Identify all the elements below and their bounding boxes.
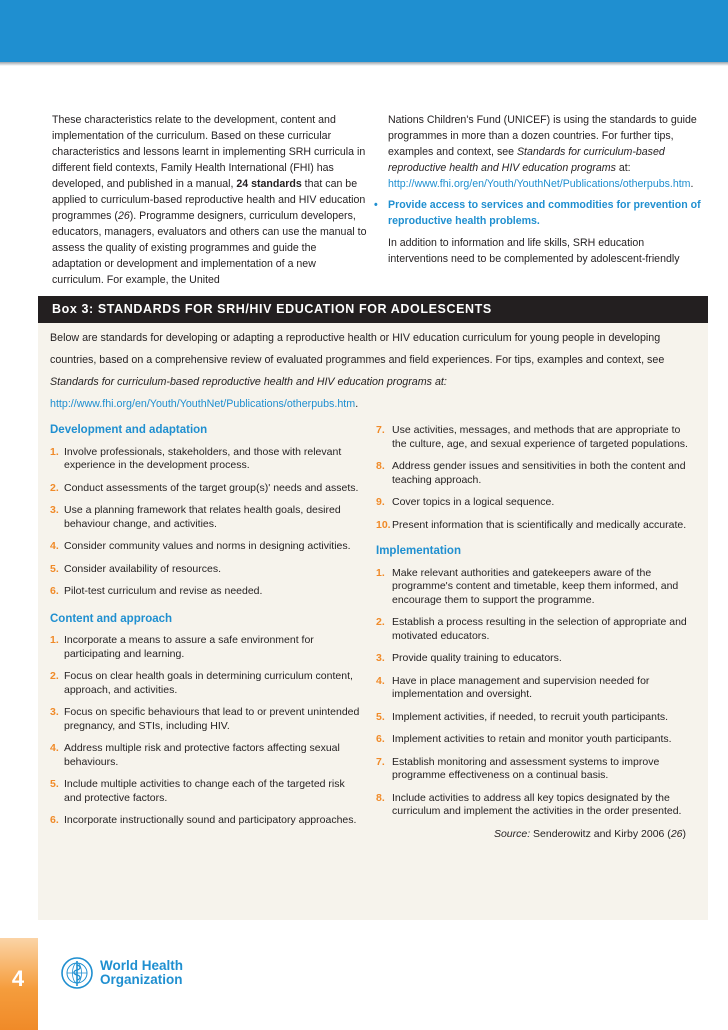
source-close: ) [682, 827, 686, 840]
list-item [376, 519, 696, 533]
list-item [376, 424, 696, 451]
list-item [376, 616, 696, 643]
logo-line-1: World Health [100, 958, 184, 973]
item-text: Provide quality training to educators. [392, 652, 562, 664]
item-text: Pilot-test curriculum and revise as needed. [64, 585, 263, 597]
list-item [376, 496, 696, 510]
item-number: 2. [50, 670, 59, 682]
intro-right-paragraph-2: In addition to information and life skills, SRH education interventions need to be complemented by adolescent-friendly [388, 237, 680, 265]
list-item [376, 460, 696, 487]
intro-right-at: at: [615, 162, 631, 174]
logo-line-2: Organization [100, 972, 183, 987]
access-bullet [374, 197, 706, 229]
item-text: Incorporate instructionally sound and participatory approaches. [64, 814, 357, 826]
box-source [376, 828, 696, 842]
intro-left-text-2: that can be applied to curriculum-based reproductive health and HIV education programmes ( [52, 178, 366, 222]
item-number: 5. [376, 710, 385, 723]
list-item [50, 706, 362, 733]
item-text: Implement activities, if needed, to recruit youth participants. [392, 710, 669, 723]
intro-text-section [52, 112, 706, 286]
item-number: 3. [50, 504, 59, 516]
standards-count: 24 standards [236, 178, 302, 190]
item-text: Consider availability of resources. [64, 562, 221, 575]
item-number: 1. [50, 445, 59, 458]
item-number: 7. [376, 424, 385, 436]
section-heading-content: Content and approach [50, 612, 173, 625]
page-number: 4 [11, 966, 25, 991]
item-number: 1. [376, 566, 385, 579]
item-number: 4. [376, 674, 385, 687]
list-item [376, 711, 696, 725]
list-item [50, 778, 362, 805]
item-text: Consider community values and norms in designing activities. [64, 540, 351, 552]
box-right-column [376, 424, 696, 841]
list-item [376, 792, 696, 819]
source-text: Senderowitz and Kirby 2006 ( [530, 827, 671, 840]
intro-right-text: Nations Children's Fund (UNICEF) is using the standards to guide programmes in more than a dozen countries. For further tips, examples and context, see [388, 114, 697, 158]
item-text: Cover topics in a logical sequence. [392, 496, 555, 508]
list-item [50, 482, 362, 496]
item-text: Establish monitoring and assessment systems to improve programme effectiveness on a continual basis. [392, 755, 660, 781]
item-number: 4. [50, 540, 59, 552]
list-item [376, 756, 696, 783]
item-number: 2. [376, 616, 385, 628]
item-number: 7. [376, 755, 385, 768]
list-item [50, 742, 362, 769]
standards-box [38, 296, 708, 920]
item-text: Implement activities to retain and monitor youth participants. [392, 733, 672, 745]
item-text: Include multiple activities to change each of the targeted risk and protective factors. [64, 778, 345, 804]
intro-right-period: . [690, 178, 694, 190]
item-text: Address gender issues and sensitivities in both the content and teaching approach. [392, 460, 686, 486]
section-heading-implementation: Implementation [376, 545, 461, 557]
list-item [50, 504, 362, 531]
item-text: Use activities, messages, and methods that are appropriate to the culture, age, and sexual experience of targeted populations. [392, 424, 688, 450]
intro-left-paragraph [52, 112, 368, 288]
item-text: Make relevant authorities and gatekeepers aware of the programme's content and timetable, keep them informed, and encourage them to support the programme. [392, 566, 679, 606]
item-text: Use a planning framework that relates health goals, desired behaviour change, and activities. [64, 504, 341, 530]
citation: 26 [117, 210, 130, 222]
intro-right-paragraph [388, 112, 706, 192]
item-number: 9. [376, 496, 385, 508]
item-number: 2. [50, 481, 59, 494]
item-text: Include activities to address all key topics designated by the curriculum and implement the activities in the order presented. [392, 791, 682, 817]
box-title: Box 3: STANDARDS FOR SRH/HIV EDUCATION FOR ADOLESCENTS [38, 296, 708, 323]
item-number: 3. [376, 652, 385, 664]
list-item [50, 585, 362, 599]
item-number: 3. [50, 706, 59, 718]
item-text: Have in place management and supervision needed for implementation and oversight. [392, 674, 650, 700]
list-item [376, 675, 696, 702]
item-text: Present information that is scientifically and medically accurate. [392, 518, 687, 531]
list-item [376, 652, 696, 666]
item-number: 5. [50, 562, 59, 575]
publication-link[interactable]: http://www.fhi.org/en/Youth/YouthNet/Publications/otherpubs.htm [388, 178, 691, 190]
who-emblem-icon [60, 956, 94, 990]
intro-right-column [374, 112, 706, 272]
box-intro-publication: Standards for curriculum-based reproductive health and HIV education programs at: [50, 376, 447, 388]
item-text: Establish a process resulting in the selection of appropriate and motivated educators. [392, 616, 687, 642]
box-intro-period: . [355, 398, 359, 410]
item-number: 6. [376, 733, 385, 745]
item-number: 6. [50, 585, 59, 597]
item-text: Conduct assessments of the target group(s)' needs and assets. [64, 481, 359, 494]
source-label: Source: [493, 827, 531, 840]
publication-title: Standards for curriculum-based reproductive health and HIV education programs [388, 146, 665, 174]
item-number: 10. [376, 518, 391, 531]
top-color-band [0, 0, 728, 62]
who-logo-text [100, 959, 183, 987]
item-text: Involve professionals, stakeholders, and those with relevant experience in the development process. [64, 445, 342, 471]
box-intro [38, 323, 708, 415]
item-text: Incorporate a means to assure a safe environment for participating and learning. [64, 634, 314, 660]
list-item [376, 567, 696, 608]
item-text: Address multiple risk and protective factors affecting sexual behaviours. [64, 742, 340, 768]
item-number: 5. [50, 778, 59, 790]
list-item [50, 563, 362, 577]
list-item [50, 814, 362, 828]
intro-left-column [52, 112, 368, 293]
bullet-text: Provide access to services and commodities for prevention of reproductive health problems. [388, 199, 701, 227]
intro-left-text-3: ). Programme designers, curriculum developers, educators, managers, evaluators and others can use the manual to assess the quality of existing programmes and guide the adaptation or development and implementation of a new curriculum. For example, the United [52, 210, 367, 286]
list-item [376, 733, 696, 747]
item-text: Focus on specific behaviours that lead to or prevent unintended pregnancy, and STIs, including HIV. [64, 706, 360, 732]
box-left-column [50, 424, 362, 837]
who-logo [60, 956, 183, 990]
item-number: 8. [376, 460, 385, 472]
list-item [50, 446, 362, 473]
box-intro-text: Below are standards for developing or adapting a reproductive health or HIV education curriculum for young people in developing countries, based on a comprehensive review of evaluated programmes and field experiences. For tips, examples and context, see [50, 332, 665, 366]
list-item [50, 540, 362, 554]
list-item [50, 670, 362, 697]
list-item [50, 634, 362, 661]
section-heading-development: Development and adaptation [50, 424, 208, 436]
source-citation: 26 [670, 827, 683, 840]
item-text: Focus on clear health goals in determining curriculum content, approach, and activities. [64, 670, 353, 696]
bullet-icon: • [374, 199, 378, 211]
item-number: 4. [50, 742, 59, 754]
item-number: 8. [376, 791, 385, 804]
item-number: 1. [50, 634, 59, 646]
item-number: 6. [50, 814, 59, 826]
top-band-shadow [0, 62, 728, 66]
box-intro-link[interactable]: http://www.fhi.org/en/Youth/YouthNet/Publications/otherpubs.htm [50, 398, 356, 410]
intro-left-text: These characteristics relate to the development, content and implementation of the curriculum. Based on these curricular characteristics and lessons learnt in implementing SRH curricula in different field contexts, Family Health International (FHI) has developed, and published in a manual, [52, 114, 366, 190]
